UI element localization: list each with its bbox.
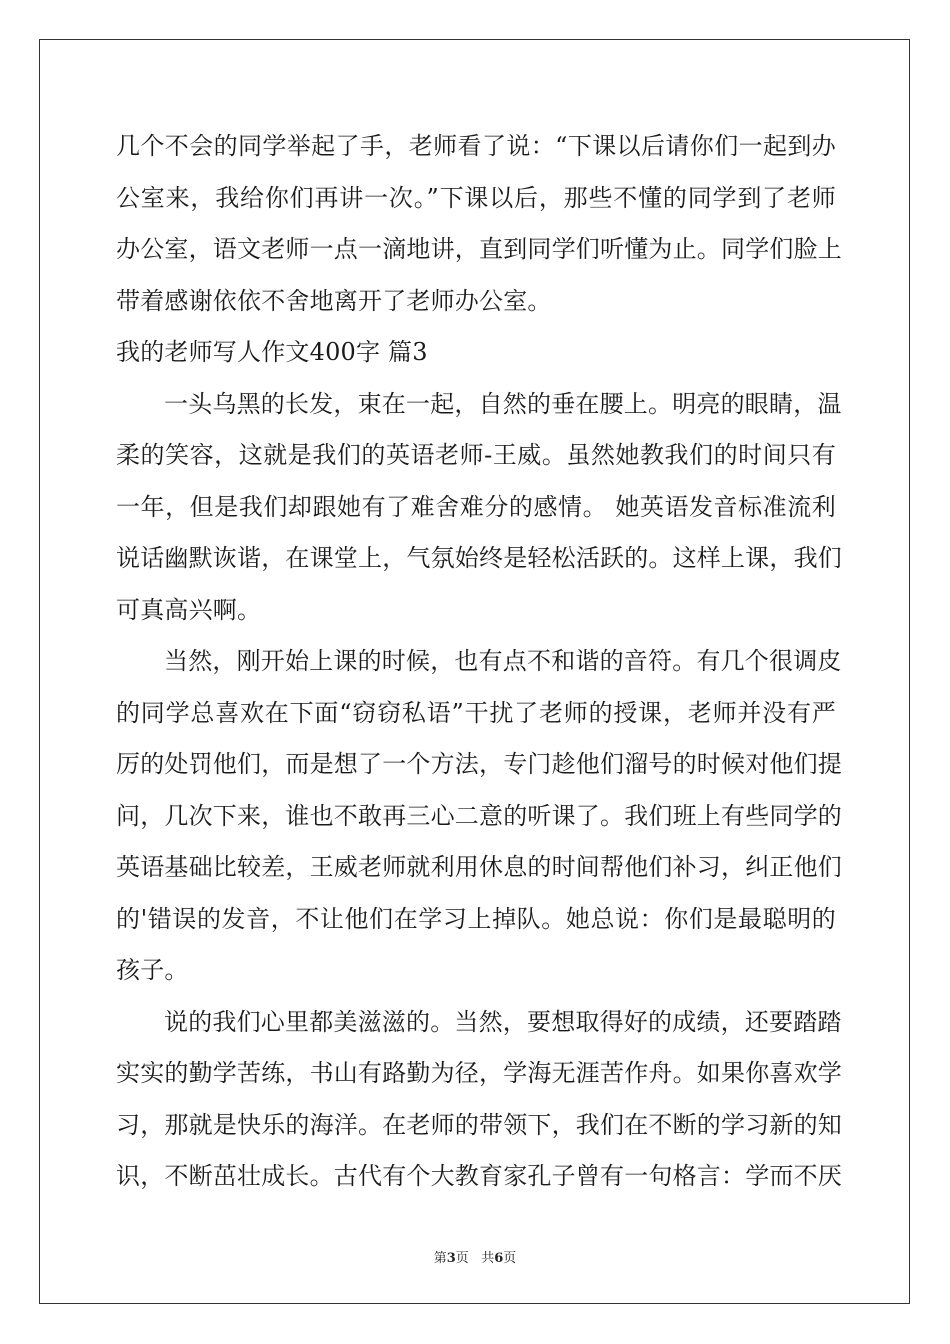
paragraph-line: 一年，但是我们却跟她有了难舍难分的感情。 她英语发音标准流利 bbox=[116, 492, 836, 521]
paragraph-line: 办公室，语文老师一点一滴地讲，直到同学们听懂为止。同学们脸上 bbox=[116, 235, 842, 263]
paragraph-line: 柔的笑容，这就是我们的英语老师-王威。虽然她教我们的时间只有 bbox=[116, 441, 836, 469]
page-number-prefix: 第 bbox=[433, 1251, 447, 1266]
section-heading: 我的老师写人作文400字 篇3 bbox=[116, 338, 428, 366]
paragraph-line: 一头乌黑的长发，束在一起，自然的垂在腰上。明亮的眼睛，温 bbox=[164, 389, 842, 418]
paragraph-line: 的'错误的发音，不让他们在学习上掉队。她总说：你们是最聪明的 bbox=[116, 904, 836, 933]
paragraph-line: 孩子。 bbox=[116, 956, 189, 984]
paragraph-line: 可真高兴啊。 bbox=[116, 595, 262, 624]
paragraph-line: 问，几次下来，谁也不敢再三心二意的听课了。我们班上有些同学的 bbox=[116, 801, 842, 830]
total-pages-suffix: 页 bbox=[503, 1251, 517, 1266]
paragraph-line: 实实的勤学苦练，书山有路勤为径，学海无涯苦作舟。如果你喜欢学 bbox=[116, 1059, 842, 1087]
page-footer bbox=[0, 1247, 950, 1266]
paragraph-line: 的同学总喜欢在下面“窃窃私语”干扰了老师的授课，老师并没有严 bbox=[116, 698, 836, 727]
total-pages-prefix: 共 bbox=[481, 1251, 495, 1266]
paragraph-line: 识，不断茁壮成长。古代有个大教育家孔子曾有一句格言：学而不厌 bbox=[116, 1162, 842, 1190]
paragraph-line: 习，那就是快乐的海洋。在老师的带领下，我们在不断的学习新的知 bbox=[116, 1110, 842, 1139]
paragraph-line: 当然，刚开始上课的时候，也有点不和谐的音符。有几个很调皮 bbox=[164, 647, 842, 675]
paragraph-line: 几个不会的同学举起了手，老师看了说：“下课以后请你们一起到办 bbox=[116, 132, 836, 160]
paragraph-line: 英语基础比较差，王威老师就利用休息的时间帮他们补习，纠正他们 bbox=[116, 853, 842, 881]
paragraph-line: 公室来，我给你们再讲一次。”下课以后，那些不懂的同学到了老师 bbox=[116, 183, 836, 212]
current-page-number: 3 bbox=[446, 1251, 456, 1266]
document-body bbox=[116, 124, 842, 1206]
page-number-suffix: 页 bbox=[455, 1251, 469, 1266]
paragraph-line: 厉的处罚他们，而是想了一个方法，专门趁他们溜号的时候对他们提 bbox=[116, 750, 842, 778]
paragraph-line: 说话幽默诙谐，在课堂上，气氛始终是轻松活跃的。这样上课，我们 bbox=[116, 544, 842, 572]
paragraph-line: 带着感谢依依不舍地离开了老师办公室。 bbox=[116, 286, 552, 315]
total-pages-number: 6 bbox=[494, 1251, 504, 1266]
paragraph-line: 说的我们心里都美滋滋的。当然，要想取得好的成绩，还要踏踏 bbox=[164, 1007, 842, 1036]
